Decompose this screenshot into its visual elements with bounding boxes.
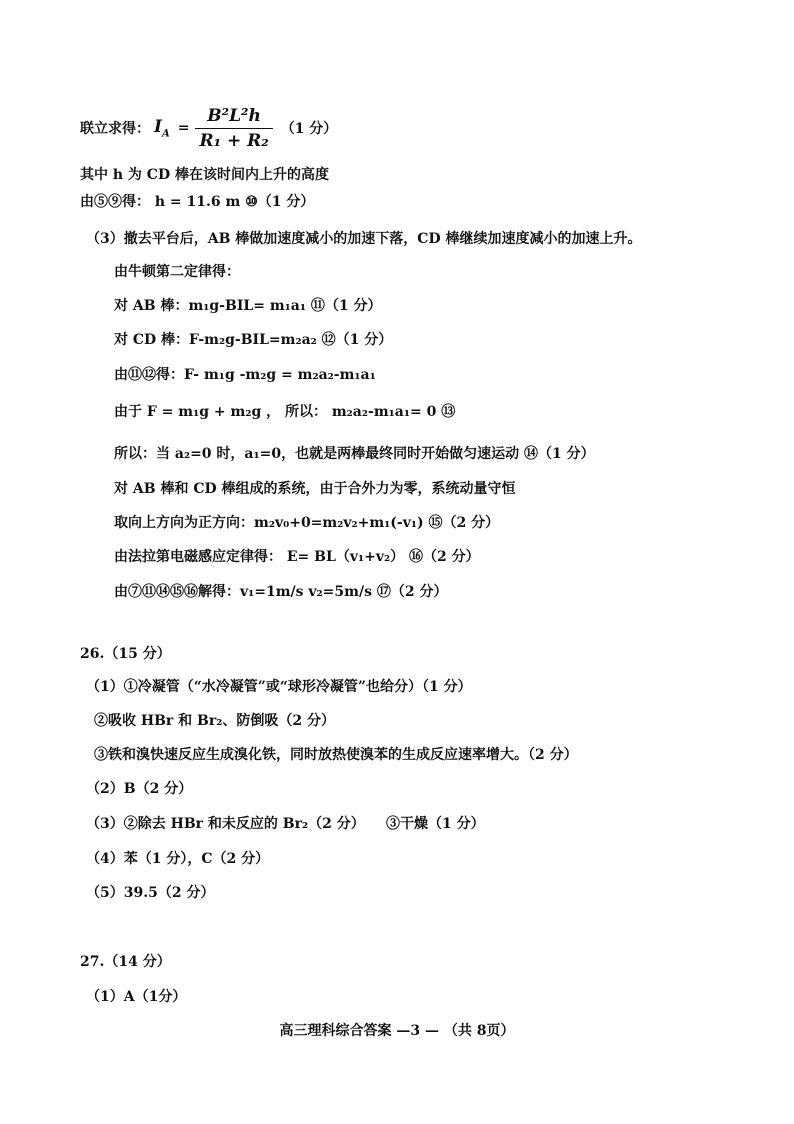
- part3-intro: （3）撤去平台后，AB 棒做加速度减小的加速下落，CD 棒继续加速度减小的加速上升。: [86, 231, 642, 247]
- h-definition: 其中 h 为 CD 棒在该时间内上升的高度: [80, 167, 329, 183]
- page-footer: 高三理科综合答案 —3 — （共 8页）: [279, 1023, 515, 1039]
- formula-score: （1 分）: [280, 121, 338, 137]
- combined-equation: 由⑪⑫得：F- m₁g -m₂g = m₂a₂-m₁a₁: [114, 367, 376, 383]
- q26-part1-c: ③铁和溴快速反应生成溴化铁，同时放热使溴苯的生成反应速率增大。（2 分）: [94, 747, 578, 763]
- h-value: 由⑤⑨得： h = 11.6 m ⑩（1 分）: [80, 194, 315, 210]
- q26-part5: （5）39.5（2 分）: [86, 885, 215, 901]
- formula-denominator: R₁ + R₂: [199, 130, 269, 151]
- current-formula: [80, 98, 337, 158]
- ab-rod-equation: 对 AB 棒：m₁g-BIL= m₁a₁ ⑪（1 分）: [114, 298, 382, 314]
- formula-prefix: 联立求得：: [80, 121, 150, 137]
- q26-part1-a: （1）①冷凝管（“水冷凝管”或“球形冷凝管”也给分）（1 分）: [86, 679, 472, 695]
- newton-law: 由牛顿第二定律得：: [114, 264, 240, 280]
- q26-part3-b: ③干燥（1 分）: [386, 816, 485, 832]
- faraday-law: 由法拉第电磁感应定律得： E= BL（v₁+v₂） ⑯（2 分）: [114, 549, 480, 565]
- uniform-motion: 所以：当 a₂=0 时，a₁=0，也就是两棒最终同时开始做匀速运动 ⑭（1 分）: [114, 446, 595, 462]
- q27-part1: （1）A（1分）: [86, 989, 187, 1005]
- q26-part2: （2）B（2 分）: [86, 781, 193, 797]
- force-relation: 由于 F = m₁g + m₂g ， 所以： m₂a₂-m₁a₁= 0 ⑬: [114, 404, 456, 420]
- solution-velocities: 由⑦⑪⑭⑮⑯解得：v₁=1m/s v₂=5m/s ⑰（2 分）: [114, 584, 448, 600]
- formula-numerator: B²L²h: [207, 105, 261, 126]
- formula-lhs: $I_A$: [154, 116, 170, 140]
- cd-rod-equation: 对 CD 棒：F-m₂g-BIL=m₂a₂ ⑫（1 分）: [114, 332, 393, 348]
- direction-equation: 取向上方向为正方向：m₂v₀+0=m₂v₂+m₁(-v₁) ⑮（2 分）: [114, 515, 500, 531]
- formula-fraction: [195, 106, 272, 151]
- q26-part3-a: （3）②除去 HBr 和未反应的 Br₂（2 分）: [86, 816, 365, 832]
- formula-equals: =: [177, 120, 190, 136]
- momentum-conservation: 对 AB 棒和 CD 棒组成的系统，由于合外力为零，系统动量守恒: [114, 481, 516, 497]
- q27-heading: 27.（14 分）: [80, 954, 171, 970]
- q26-heading: 26.（15 分）: [80, 646, 171, 662]
- q26-part4: （4）苯（1 分），C（2 分）: [86, 851, 270, 867]
- q26-part1-b: ②吸收 HBr 和 Br₂、防倒吸（2 分）: [94, 713, 336, 729]
